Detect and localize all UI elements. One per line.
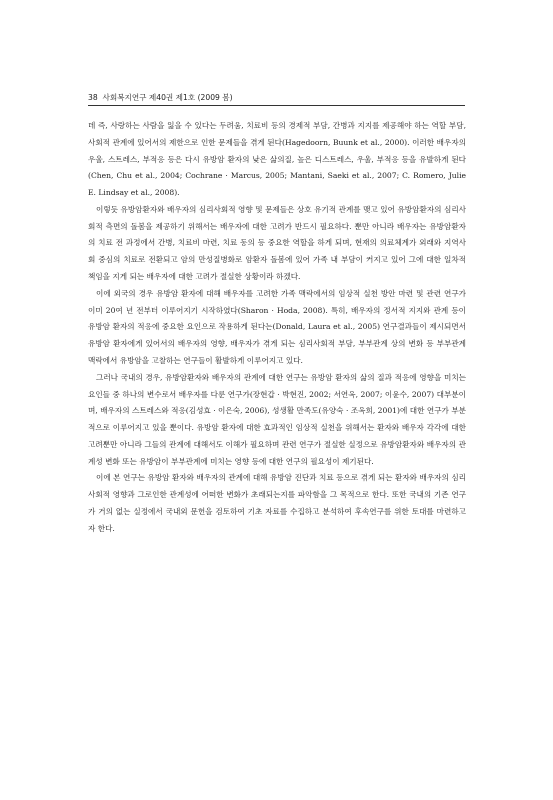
paragraph-3: 이에 외국의 경우 유방암 환자에 대해 배우자를 고려한 가족 맥락에서의 임상적 실천 방안 마련 및 관련 연구가 이미 20여 년 전부터 이루어지기 시작하였다(Sharon · Hoda, 2008). 특히, 배우자의 정서적 지지와 관계 등이 유방암 환자의 적응에 중요한 요인으로 작용하게 된다는(Donald, Laura et al., 2005) 연구결과들이 제시되면서 유방암 환자에게 있어서의 배우자의 영향, 배우자가 겪게 되는 심리사회적 부담, 부부관계 상의 변화 등 부부관계 맥락에서 유방암을 고찰하는 연구들이 활발하게 이루어지고 있다.: [88, 288, 466, 365]
paragraph-1: 데 즉, 사랑하는 사람을 잃을 수 있다는 두려움, 치료비 등의 경제적 부담, 간병과 지지를 제공해야 하는 역할 부담, 사회적 관계에 있어서의 제한으로 인한 문제들을 겪게 된다(Hagedoorn, Buunk et al., 2000). 이러한 배우자의 우울, 스트레스, 부적응 등은 다시 유방암 환자의 낮은 삶의질, 높은 디스트레스, 우울, 부적응 등을 유발하게 된다(Chen, Chu et al., 2004; Cochrane · Marcus, 2005; Mantani, Saeki et al., 2007; C. Romero, Julie E. Lindsay et al., 2008).: [88, 121, 466, 198]
body-text: [88, 118, 466, 538]
paragraph-4: 그러나 국내의 경우, 유방암환자와 배우자의 관계에 대한 연구는 유방암 환자의 삶의 질과 적응에 영향을 미치는 요인들 중 하나의 변수로서 배우자를 다룬 연구가(장현갑 · 박현진, 2002; 서연옥, 2007; 이윤수, 2007) 대부분이며, 배우자의 스트레스와 적응(김성효 · 이은숙, 2006), 성생활 만족도(유양숙 · 조옥희, 2001)에 대한 연구가 부분적으로 이루어지고 있을 뿐이다. 유방암 환자에 대한 효과적인 임상적 실천을 위해서는 환자와 배우자 각각에 대한 고려뿐만 아니라 그들의 관계에 대해서도 이해가 필요하며 관련 연구가 절실한 실정으로 유방암환자와 배우자의 관계성 변화 또는 유방암이 부부관계에 미치는 영향 등에 대한 연구의 필요성이 제기된다.: [88, 372, 466, 466]
page-number: 38: [88, 93, 98, 102]
header-rule: [88, 105, 465, 106]
running-header: [88, 93, 466, 103]
paragraph-5: 이에 본 연구는 유방암 환자와 배우자의 관계에 대해 유방암 진단과 치료 등으로 겪게 되는 환자와 배우자의 심리사회적 영향과 그로인한 관계성에 어떠한 변화가 초래되는지를 파악함을 그 목적으로 한다. 또한 국내의 기존 연구가 거의 없는 실정에서 국내외 문헌을 검토하여 기초 자료를 수집하고 분석하여 후속연구를 위한 토대를 마련하고자 한다.: [88, 473, 466, 533]
running-title: 사회복지연구 제40권 제1호 (2009 봄): [102, 93, 233, 102]
paragraph-2: 이렇듯 유방암환자와 배우자의 심리사회적 영향 및 문제들은 상호 유기적 관계를 맺고 있어 유방암환자의 심리사회적 측면의 돌봄을 제공하기 위해서는 배우자에 대한 고려가 반드시 필요하다. 뿐만 아니라 배우자는 유방암환자의 치료 전 과정에서 간병, 치료비 마련, 치료 동의 등 중요한 역할을 하게 되며, 현재의 의료체계가 외래와 지역사회 중심의 치료로 전환되고 암의 만성질병화로 암환자 돌봄에 있어 가족 내 부담이 커지고 있어 그에 대한 일차적 책임을 지게 되는 배우자에 대한 고려가 절실한 상황이라 하겠다.: [88, 204, 466, 282]
